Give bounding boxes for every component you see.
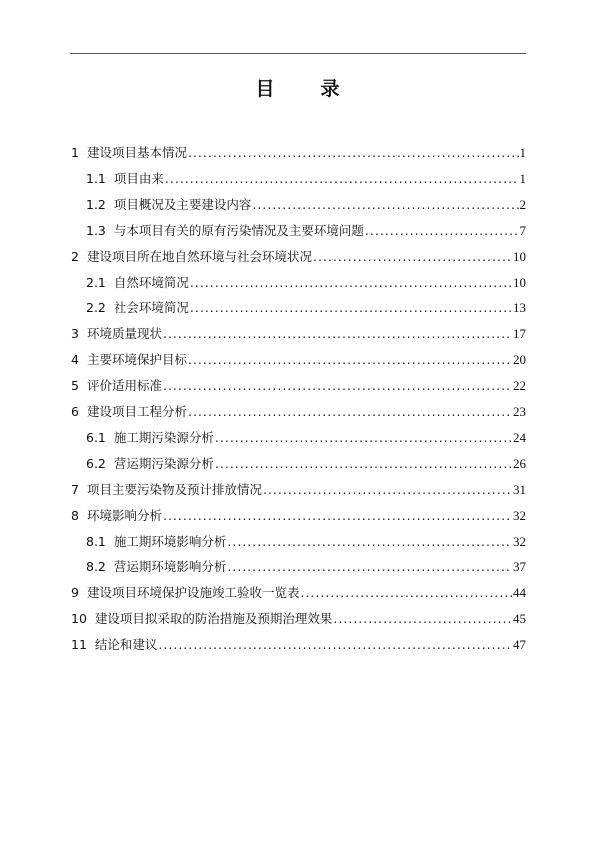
toc-title [0,74,595,101]
toc-entry-label: 施工期环境影响分析 [113,533,227,549]
toc-entry-label: 施工期污染源分析 [113,429,214,445]
toc-entry-page-number: 22 [513,378,526,394]
toc-entry-number: 1.3 [86,222,106,238]
toc-entry-page-number: 31 [513,481,526,497]
toc-entry-1-1[interactable] [86,166,526,192]
toc-entry-label: 环境质量现状 [86,326,162,342]
toc-entry-7[interactable] [71,477,526,503]
toc-dot-leader [300,580,512,606]
toc-entry-5[interactable] [71,373,526,399]
toc-dot-leader [365,218,519,244]
toc-title-char-1: 目 [255,78,275,100]
toc-entry-number: 2.2 [86,300,106,316]
toc-entry-8-2[interactable] [86,554,526,580]
toc-dot-leader [215,425,512,451]
toc-entry-2[interactable] [71,244,526,270]
toc-entry-label: 项目概况及主要建设内容 [113,196,252,212]
toc-entry-label: 建设项目工程分析 [86,404,187,419]
toc-entry-label: 建设项目所在地自然环境与社会环境状况 [86,248,312,264]
toc-entry-label: 营运期污染源分析 [113,455,214,471]
toc-entry-1[interactable] [71,140,526,166]
toc-entry-number: 6.1 [86,429,106,445]
toc-dot-leader [190,295,512,321]
toc-dot-leader [227,529,512,555]
toc-entry-number: 8 [71,507,79,523]
toc-entry-page-number: 45 [513,611,526,627]
toc-dot-leader [165,166,519,192]
toc-entry-label: 社会环境简况 [113,300,189,316]
toc-entry-number: 4 [71,352,79,368]
toc-entry-6-1[interactable] [86,425,526,451]
toc-dot-leader [188,347,512,373]
toc-entry-1-3[interactable] [86,218,526,244]
toc-entry-page-number: 17 [513,326,526,342]
toc-entry-page-number: 10 [513,248,526,264]
toc-entry-page-number: 10 [513,274,526,290]
toc-entry-label: 自然环境简况 [113,274,189,290]
toc-entry-1-2[interactable] [86,192,526,218]
toc-entry-number: 10 [71,611,87,627]
toc-entry-page-number: 23 [513,404,526,419]
toc-entry-label: 项目由来 [113,170,164,186]
toc-entry-number: 8.1 [86,533,106,549]
toc-entry-number: 5 [71,378,79,394]
toc-entry-number: 1 [71,145,79,160]
toc-entry-page-number: 24 [513,429,526,445]
toc-dot-leader [188,399,512,425]
toc-entry-label: 环境影响分析 [86,507,162,523]
toc-entry-number: 1.2 [86,196,106,212]
toc-entry-page-number: 1 [519,170,526,186]
toc-dot-leader [252,192,518,218]
toc-entry-2-2[interactable] [86,295,526,321]
toc-entry-page-number: 32 [513,533,526,549]
toc-entry-4[interactable] [71,347,526,373]
toc-entry-page-number: 44 [513,585,526,601]
toc-entry-6-2[interactable] [86,451,526,477]
toc-dot-leader [158,632,512,658]
toc-entry-11[interactable] [71,632,526,658]
toc-entry-page-number: 7 [519,222,526,238]
toc-entry-label: 主要环境保护目标 [86,352,187,368]
toc-entry-page-number: 37 [513,559,526,575]
toc-entry-page-number: 32 [513,507,526,523]
toc-entry-page-number: 47 [513,637,526,653]
toc-entry-8[interactable] [71,503,526,529]
toc-entry-number: 6.2 [86,455,106,471]
toc-entry-number: 2.1 [86,274,106,290]
toc-entry-number: 6 [71,404,79,419]
toc-entry-number: 8.2 [86,559,106,575]
toc-dot-leader [163,321,512,347]
toc-entry-6[interactable] [71,399,526,425]
toc-entry-10[interactable] [71,606,526,632]
toc-entry-3[interactable] [71,321,526,347]
toc-entry-label: 营运期环境影响分析 [113,559,227,575]
toc-entry-number: 9 [71,585,79,601]
toc-entry-2-1[interactable] [86,270,526,296]
toc-entry-label: 与本项目有关的原有污染情况及主要环境问题 [113,222,364,238]
toc-entry-label: 建设项目环境保护设施竣工验收一览表 [86,585,300,601]
toc-entry-page-number: 26 [513,455,526,471]
toc-entry-page-number: 2 [519,196,526,212]
toc-entry-number: 3 [71,326,79,342]
toc-entry-page-number: 1 [519,145,526,160]
toc-dot-leader [313,244,512,270]
toc-entry-number: 1.1 [86,170,106,186]
toc-entry-page-number: 20 [513,352,526,368]
toc-entry-label: 评价适用标准 [86,378,162,394]
toc-entry-8-1[interactable] [86,529,526,555]
toc-entry-label: 项目主要污染物及预计排放情况 [86,481,262,497]
toc-entry-9[interactable] [71,580,526,606]
toc-dot-leader [215,451,512,477]
toc-entry-number: 2 [71,248,79,264]
toc-dot-leader [190,270,512,296]
toc-entry-label: 建设项目基本情况 [86,145,187,160]
toc-entry-number: 7 [71,481,79,497]
toc-title-char-2: 录 [320,78,340,100]
toc-entry-page-number: 13 [513,300,526,316]
toc-dot-leader [227,554,512,580]
toc-dot-leader [163,503,512,529]
toc-dot-leader [188,140,519,166]
header-rule [70,53,526,54]
toc-dot-leader [163,373,512,399]
toc-entry-label: 建设项目拟采取的防治措施及预期治理效果 [94,611,333,627]
toc-dot-leader [263,477,512,503]
toc-entry-label: 结论和建议 [94,637,158,653]
toc-dot-leader [333,606,512,632]
toc-entry-number: 11 [71,637,87,653]
